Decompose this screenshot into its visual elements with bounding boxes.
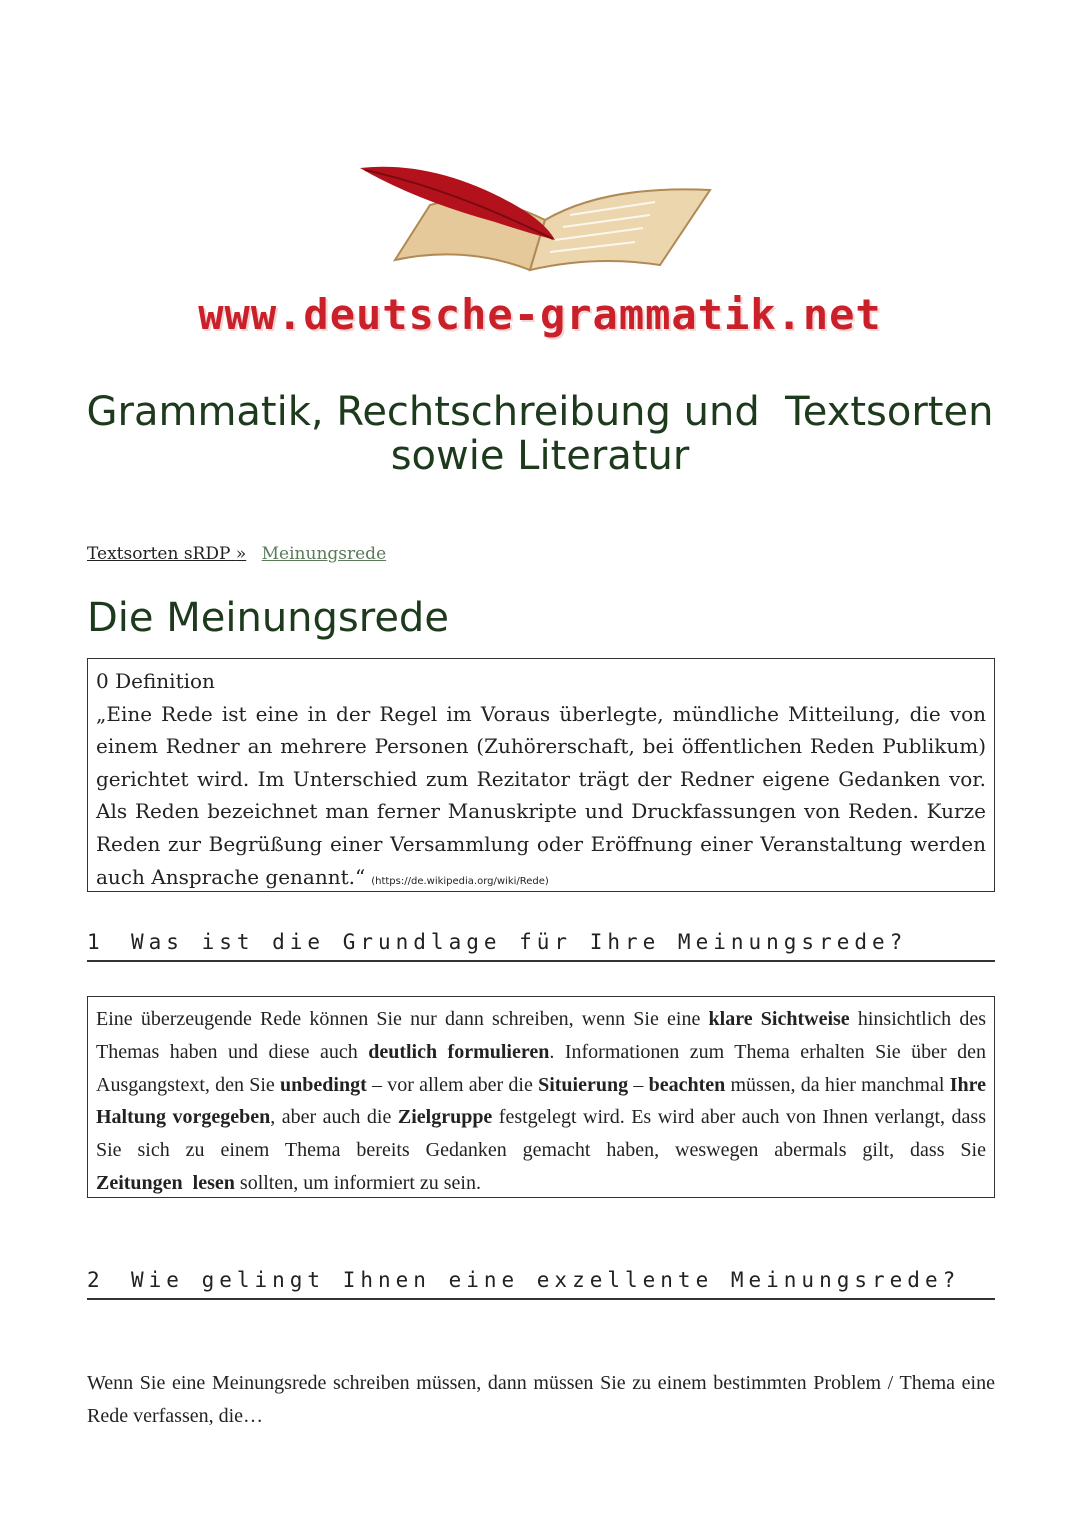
breadcrumb (87, 544, 386, 564)
section-number: 2 (87, 1268, 100, 1292)
definition-source: (https://de.wikipedia.org/wiki/Rede) (371, 875, 549, 887)
site-title-line2: sowie Literatur (390, 433, 690, 479)
definition-box (87, 658, 995, 892)
section-title: Was ist die Grundlage für Ihre Meinungsrede? (131, 930, 908, 954)
definition-heading: 0 Definition (96, 669, 215, 693)
logo-url-text: www.deutsche-grammatik.net (198, 290, 882, 339)
emphasis: Ihre Haltung vorgegeben (96, 1073, 987, 1129)
emphasis: beachten (648, 1073, 726, 1096)
page-title: Die Meinungsrede (87, 595, 449, 641)
site-logo[interactable] (0, 150, 1080, 350)
emphasis: deutlich formulieren (368, 1040, 550, 1063)
emphasis: Zeitungen lesen (96, 1171, 235, 1194)
basis-paragraph-box: Eine überzeugende Rede können Sie nur dann schreiben, wenn Sie eine klare Sichtweise hinsichtlich des Themas haben und diese auch deutlich formulieren. Informationen zum Thema erhalten Sie über den Ausgangstext, den Sie unbedingt – vor allem aber die Situierung – beachten müssen, da hier manchmal Ihre Haltung vorgegeben, aber auch die Zielgruppe festgelegt wird. Es wird aber auch von Ihnen verlangt, dass Sie sich zu einem Thema bereits Gedanken gemacht haben, weswegen abermals gilt, dass Sie Zeitungen lesen sollten, um informiert zu sein. (87, 996, 995, 1198)
section-heading-2 (87, 1268, 995, 1300)
site-title (0, 390, 1080, 478)
section-number: 1 (87, 930, 100, 954)
emphasis: klare Sichtweise (708, 1008, 850, 1030)
definition-text: „Eine Rede ist eine in der Regel im Voraus überlegte, mündliche Mitteilung, die von einem Redner an mehrere Personen (Zuhörerschaft, bei öffentlichen Reden Publikum) gerichtet wird. Im Unterschied zum Rezitator trägt der Redner eigene Gedanken vor. Als Reden bezeichnet man ferner Manuskripte und Druckfassungen von Reden. Kurze Reden zur Begrüßung einer Versammlung oder Eröffnung einer Veranstaltung werden auch Ansprache genannt.“ (https://de.wikipedia.org/wiki/Rede) (96, 701, 986, 889)
section-heading-1 (87, 930, 995, 962)
section2-intro: Wenn Sie eine Meinungsrede schreiben müssen, dann müssen Sie zu einem bestimmten Problem / Thema eine Rede verfassen, die… (87, 1372, 995, 1427)
emphasis: Situierung (538, 1073, 629, 1096)
breadcrumb-link-textsorten[interactable]: Textsorten sRDP » (87, 544, 247, 564)
breadcrumb-link-meinungsrede[interactable]: Meinungsrede (261, 544, 387, 564)
site-title-line1: Grammatik, Rechtschreibung und Textsorten (86, 389, 994, 435)
emphasis: unbedingt (280, 1073, 367, 1096)
section-title: Wie gelingt Ihnen eine exzellente Meinungsrede? (131, 1268, 961, 1292)
book-quill-icon (355, 160, 725, 280)
emphasis: Zielgruppe (397, 1106, 493, 1129)
